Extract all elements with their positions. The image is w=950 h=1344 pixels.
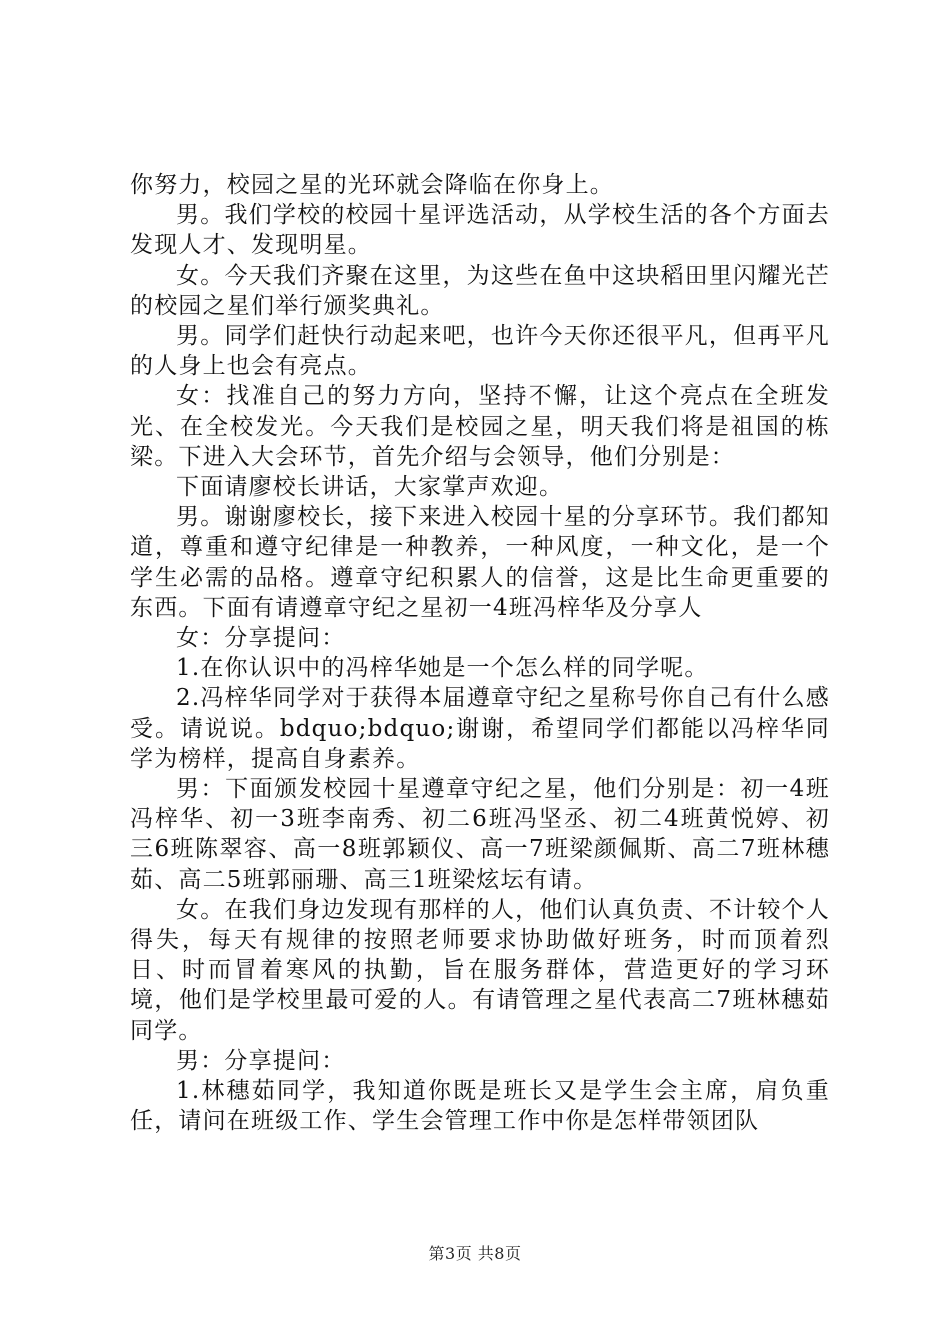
paragraph-question-lin: 1.林穗茹同学，我知道你既是班长又是学生会主席，肩负重任，请问在班级工作、学生会管理工作中你是怎样带领团队 <box>130 1078 830 1135</box>
paragraph-question-1: 1.在你认识中的冯梓华她是一个怎么样的同学呢。 <box>176 655 709 682</box>
document-body <box>130 170 830 1137</box>
paragraph-principal-speech: 下面请廖校长讲话，大家掌声欢迎。 <box>176 474 564 501</box>
paragraph-male-discipline-star: 男。谢谢廖校长，接下来进入校园十星的分享环节。我们都知道，尊重和遵守纪律是一种教养，一种风度，一种文化，是一个学生必需的品格。遵章守纪积累人的信誉，这是比生命更重要的东西。下面有请遵章守纪之星初一4班冯梓华及分享人 <box>130 504 830 621</box>
page-number-footer: 第3页 共8页 <box>428 1244 522 1263</box>
paragraph-male-talent-selection: 男。我们学校的校园十星评选活动，从学校生活的各个方面去发现人才、发现明星。 <box>130 202 830 259</box>
paragraph-female-share-questions: 女：分享提问： <box>176 625 346 652</box>
paragraph-continuation: 你努力，校园之星的光环就会降临在你身上。 <box>130 172 614 198</box>
paragraph-female-leaders-intro: 女：找准自己的努力方向，坚持不懈，让这个亮点在全班发光、在全校发光。今天我们是校园之星，明天我们将是祖国的栋梁。下进入大会环节，首先介绍与会领导，他们分别是： <box>130 383 830 470</box>
paragraph-male-share-questions: 男：分享提问： <box>176 1047 346 1074</box>
paragraph-male-award-list: 男：下面颁发校园十星遵章守纪之星，他们分别是：初一4班冯梓华、初一3班李南秀、初二6班冯坚丞、初二4班黄悦婷、初三6班陈翠容、高一8班郭颖仪、高一7班梁颜佩斯、高二7班林穗茹、高二5班郭丽珊、高三1班梁炫坛有请。 <box>130 776 830 893</box>
paragraph-female-ceremony: 女。今天我们齐聚在这里，为这些在鱼中这块稻田里闪耀光芒的校园之星们举行颁奖典礼。 <box>130 262 830 319</box>
paragraph-female-management-star: 女。在我们身边发现有那样的人，他们认真负责、不计较个人得失，每天有规律的按照老师要求协助做好班务，时而顶着烈日、时而冒着寒风的执勤，旨在服务群体，营造更好的学习环境，他们是学校里最可爱的人。有请管理之星代表高二7班林穗茹同学。 <box>130 896 830 1044</box>
paragraph-male-take-action: 男。同学们赶快行动起来吧，也许今天你还很平凡，但再平凡的人身上也会有亮点。 <box>130 323 830 380</box>
paragraph-question-2: 2.冯梓华同学对于获得本届遵章守纪之星称号你自己有什么感受。请说说。bdquo;bdquo;谢谢，希望同学们都能以冯梓华同学为榜样，提高自身素养。 <box>130 685 830 772</box>
